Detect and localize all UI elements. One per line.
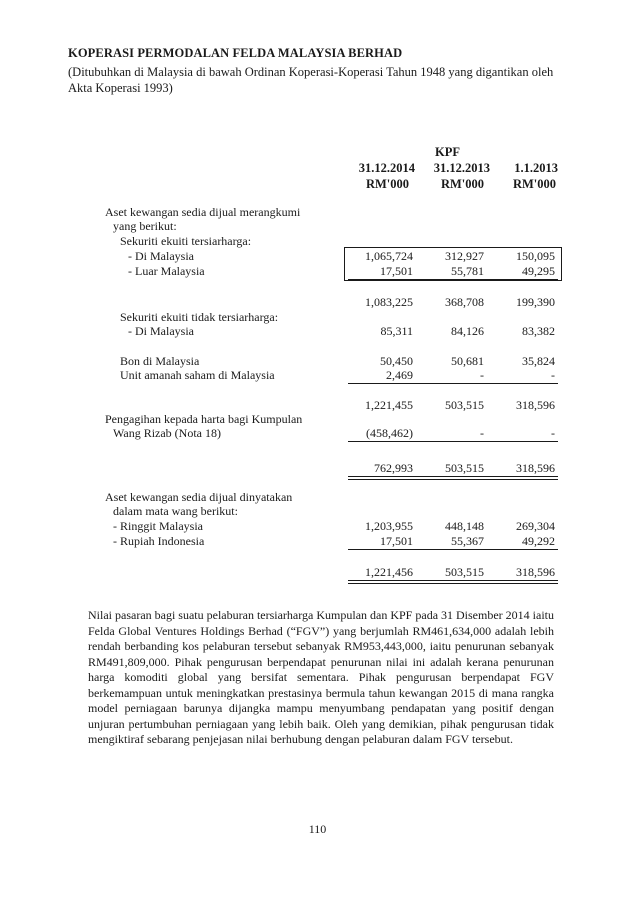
cell-value: 312,927 bbox=[445, 249, 484, 263]
row-label: - Di Malaysia bbox=[128, 249, 194, 263]
cell-value: 17,501 bbox=[380, 264, 413, 278]
column-header-date-3: 1.1.2013 bbox=[514, 161, 558, 175]
cell-value: 83,382 bbox=[522, 324, 555, 338]
column-header-date-2: 31.12.2013 bbox=[433, 161, 490, 175]
row-label: - Luar Malaysia bbox=[128, 264, 205, 278]
cell-value: 35,824 bbox=[522, 354, 555, 368]
distribution-label-line-2: Wang Rizab (Nota 18) bbox=[113, 426, 221, 440]
column-header-date-1: 31.12.2014 bbox=[358, 161, 415, 175]
section-title-line-2: dalam mata wang berikut: bbox=[113, 504, 238, 518]
column-group-label: KPF bbox=[435, 145, 460, 159]
rule-subtotal bbox=[348, 549, 558, 550]
column-header-unit-2: RM'000 bbox=[440, 177, 484, 191]
cell-value: 55,367 bbox=[451, 534, 484, 548]
row-label: - Ringgit Malaysia bbox=[113, 519, 203, 533]
subtotal-value: 1,221,455 bbox=[365, 398, 413, 412]
cell-value: 448,148 bbox=[445, 519, 484, 533]
rule-subtotal bbox=[348, 279, 558, 280]
cell-value: - bbox=[480, 426, 484, 440]
row-label: Unit amanah saham di Malaysia bbox=[120, 368, 275, 382]
cell-value: 85,311 bbox=[380, 324, 413, 338]
column-header-unit-1: RM'000 bbox=[365, 177, 409, 191]
total-value: 318,596 bbox=[516, 461, 555, 475]
rule-total bbox=[348, 476, 558, 480]
rule-subtotal bbox=[348, 383, 558, 384]
page-number: 110 bbox=[308, 822, 327, 836]
total-value: 503,515 bbox=[445, 461, 484, 475]
subtotal-value: 368,708 bbox=[445, 295, 484, 309]
cell-value: 50,450 bbox=[380, 354, 413, 368]
section-title-line-2: yang berikut: bbox=[113, 219, 177, 233]
cell-value: 150,095 bbox=[516, 249, 555, 263]
cell-value: 1,203,955 bbox=[365, 519, 413, 533]
distribution-label-line-1: Pengagihan kepada harta bagi Kumpulan bbox=[105, 412, 303, 426]
cell-value: 49,292 bbox=[522, 534, 555, 548]
note-paragraph: Nilai pasaran bagi suatu pelaburan tersiarharga Kumpulan dan KPF pada 31 Disember 2014 iaitu Felda Global Ventures Holdings Berhad (“FGV”) yang berjumlah RM461,634,000 adalah lebih rendah berbanding kos pelaburan tersebut sebanyak RM953,443,000, iaitu penurunan sebanyak RM491,809,000. Pihak pengurusan berpendapat penurunan nilai ini adalah kerana penurunan harga komoditi global yang bersifat sementara. Pihak pengurusan berpendapat FGV berkemampuan untuk meningkatkan prestasinya bermula tahun kewangan 2015 di mana rangka model perniagaan barunya dijangka mampu menyumbang pendapatan yang positif dengan unjuran pertumbuhan perniagaan yang lebih baik. Oleh yang demikian, pihak pengurusan tidak mengiktiraf sebarang penjejasan nilai berhubung dengan pelaburan dalam FGV tersebut. bbox=[88, 608, 554, 746]
cell-value: 49,295 bbox=[522, 264, 555, 278]
column-header-unit-3: RM'000 bbox=[512, 177, 556, 191]
row-label: - Di Malaysia bbox=[128, 324, 194, 338]
cell-value: (458,462) bbox=[366, 426, 413, 440]
total-value: 762,993 bbox=[374, 461, 413, 475]
subtotal-value: 199,390 bbox=[516, 295, 555, 309]
subtotal-value: 1,083,225 bbox=[365, 295, 413, 309]
section-title-line-1: Aset kewangan sedia dijual dinyatakan bbox=[105, 490, 293, 504]
subtotal-value: 503,515 bbox=[445, 398, 484, 412]
cell-value: 1,065,724 bbox=[365, 249, 413, 263]
organization-subtitle: (Ditubuhkan di Malaysia di bawah Ordinan Koperasi-Koperasi Tahun 1948 yang digantikan oleh Akta Koperasi 1993) bbox=[68, 65, 554, 95]
highlight-box bbox=[344, 247, 562, 281]
unquoted-securities-title: Sekuriti ekuiti tidak tersiarharga: bbox=[120, 310, 279, 324]
cell-value: - bbox=[551, 426, 555, 440]
row-label: Bon di Malaysia bbox=[120, 354, 200, 368]
total-value: 1,221,456 bbox=[365, 565, 413, 579]
total-value: 318,596 bbox=[516, 565, 555, 579]
total-value: 503,515 bbox=[445, 565, 484, 579]
rule-total bbox=[348, 580, 558, 584]
cell-value: 84,126 bbox=[451, 324, 484, 338]
cell-value: 2,469 bbox=[386, 368, 413, 382]
cell-value: 17,501 bbox=[380, 534, 413, 548]
cell-value: 50,681 bbox=[451, 354, 484, 368]
rule-subtotal bbox=[348, 441, 558, 442]
subtotal-value: 318,596 bbox=[516, 398, 555, 412]
cell-value: - bbox=[480, 368, 484, 382]
organization-name: KOPERASI PERMODALAN FELDA MALAYSIA BERHAD bbox=[68, 46, 403, 60]
section-title-line-1: Aset kewangan sedia dijual merangkumi bbox=[105, 205, 301, 219]
cell-value: 269,304 bbox=[516, 519, 555, 533]
cell-value: - bbox=[551, 368, 555, 382]
quoted-securities-title: Sekuriti ekuiti tersiarharga: bbox=[120, 234, 252, 248]
cell-value: 55,781 bbox=[451, 264, 484, 278]
row-label: - Rupiah Indonesia bbox=[113, 534, 205, 548]
